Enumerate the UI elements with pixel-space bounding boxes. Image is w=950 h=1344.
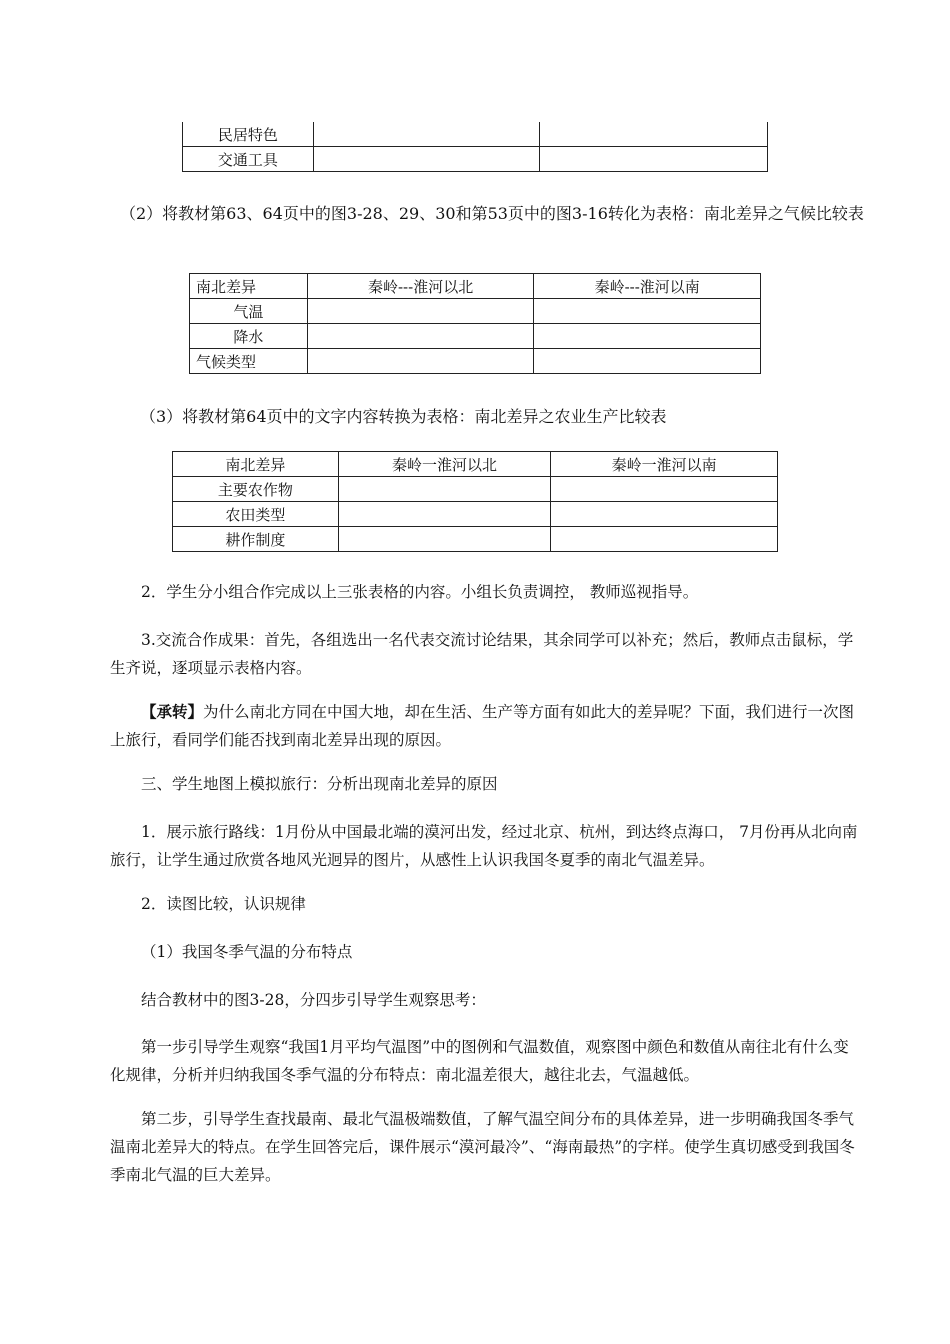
row-label: 降水 <box>190 324 308 349</box>
section-3-heading: （3）将教材第64页中的文字内容转换为表格：南北差异之农业生产比较表 <box>140 407 667 426</box>
paragraph: 2．学生分小组合作完成以上三张表格的内容。小组长负责调控， 教师巡视指导。 <box>141 583 699 601</box>
table-cell <box>307 324 534 349</box>
table-cell <box>534 299 761 324</box>
table-row <box>190 324 761 349</box>
header-cell: 南北差异 <box>190 274 308 299</box>
table-cell <box>540 147 768 172</box>
table-cell <box>534 349 761 374</box>
table-cell <box>307 349 534 374</box>
paragraph: 第一步引导学生观察“我国1月平均气温图”中的图例和气温数值，观察图中颜色和数值从南往北有什么变化规律，分析并归纳我国冬季气温的分布特点：南北温差很大，越往北去，气温越低。 <box>110 1038 849 1084</box>
row-label: 气候类型 <box>190 349 308 374</box>
table-row <box>183 122 768 147</box>
paragraph-text: 为什么南北方同在中国大地，却在生活、生产等方面有如此大的差异呢？下面，我们进行一次图上旅行，看同学们能否找到南北差异出现的原因。 <box>110 703 855 749</box>
paragraph: 3.交流合作成果：首先，各组选出一名代表交流讨论结果，其余同学可以补充；然后，教师点击鼠标，学生齐说，逐项显示表格内容。 <box>110 631 854 677</box>
table-row <box>173 527 778 552</box>
table-cell <box>338 527 551 552</box>
agriculture-comparison-table <box>172 451 778 552</box>
paragraph: 1．展示旅行路线：1月份从中国最北端的漠河出发，经过北京、杭州，到达终点海口， 7月份再从北向南旅行，让学生通过欣赏各地风光迥异的图片，从感性上认识我国冬夏季的南北气温差异。 <box>110 823 858 869</box>
paragraph: （1）我国冬季气温的分布特点 <box>141 943 353 961</box>
header-cell: 秦岭---淮河以南 <box>534 274 761 299</box>
table-cell <box>551 502 778 527</box>
table-row <box>173 502 778 527</box>
table-row <box>173 477 778 502</box>
table-cell <box>534 324 761 349</box>
row-label: 气温 <box>190 299 308 324</box>
row-label: 交通工具 <box>183 147 314 172</box>
table-cell <box>338 502 551 527</box>
header-cell: 南北差异 <box>173 452 339 477</box>
table-cell <box>313 122 540 147</box>
table-cell <box>313 147 540 172</box>
row-label: 民居特色 <box>183 122 314 147</box>
table-header-row <box>173 452 778 477</box>
row-label: 耕作制度 <box>173 527 339 552</box>
paragraph: 2．读图比较，认识规律 <box>141 895 306 913</box>
header-cell: 秦岭---淮河以北 <box>307 274 534 299</box>
paragraph: 第二步，引导学生查找最南、最北气温极端数值，了解气温空间分布的具体差异，进一步明确我国冬季气温南北差异大的特点。在学生回答完后，课件展示“漠河最冷”、“海南最热”的字样。使学生真切感受到我国冬季南北气温的巨大差异。 <box>110 1110 855 1184</box>
table-header-row <box>190 274 761 299</box>
transition-tag: 【承转】 <box>141 702 204 721</box>
table-cell <box>540 122 768 147</box>
header-cell: 秦岭一淮河以北 <box>338 452 551 477</box>
table-cell <box>551 477 778 502</box>
climate-comparison-table <box>189 273 761 374</box>
section-2-heading: （2）将教材第63、64页中的图3-28、29、30和第53页中的图3-16转化为表格：南北差异之气候比较表 <box>120 204 864 223</box>
row-label: 农田类型 <box>173 502 339 527</box>
paragraph <box>110 698 864 754</box>
paragraph: 结合教材中的图3-28，分四步引导学生观察思考： <box>141 991 486 1009</box>
table-cell <box>307 299 534 324</box>
section-heading: 三、学生地图上模拟旅行：分析出现南北差异的原因 <box>141 775 498 793</box>
table-row <box>190 299 761 324</box>
row-label: 主要农作物 <box>173 477 339 502</box>
table-cell <box>338 477 551 502</box>
header-cell: 秦岭一淮河以南 <box>551 452 778 477</box>
table-cell <box>551 527 778 552</box>
table-row <box>183 147 768 172</box>
housing-transport-table <box>182 122 768 172</box>
table-row <box>190 349 761 374</box>
